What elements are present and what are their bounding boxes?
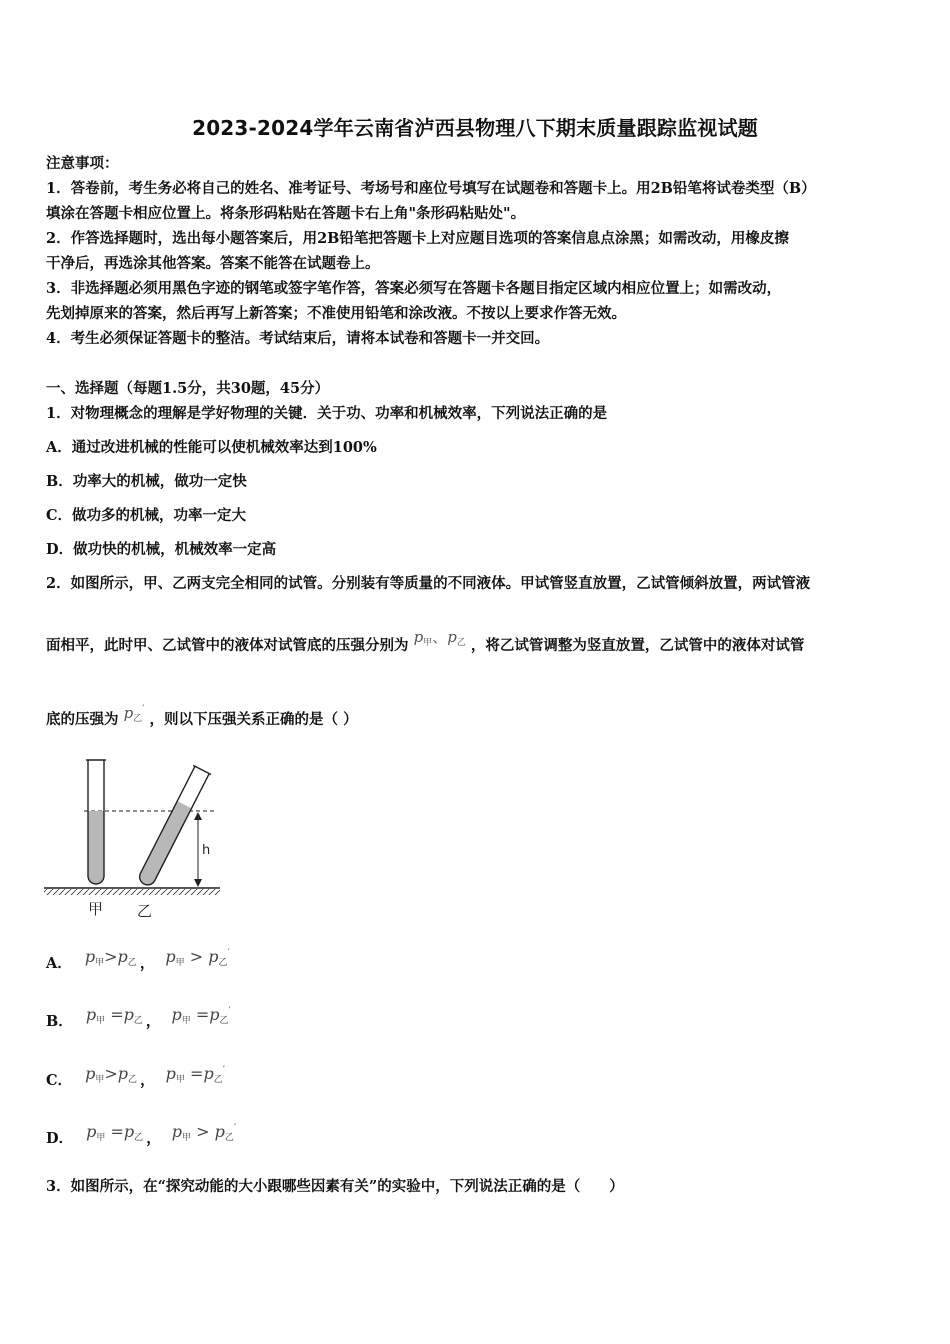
section-heading: 一、选择题（每题1.5分，共30题，45分）	[46, 380, 330, 397]
notice-line: 干净后，再选涂其他答案。答案不能答在试题卷上。	[46, 255, 380, 272]
question-2-option-b: B． $p_甲 =p_乙$ ， $p_甲 =p_乙'$	[46, 1005, 231, 1030]
test-tube-figure	[40, 752, 230, 922]
formula-p-yi-prime: $p_乙'$	[123, 704, 145, 724]
ground-hatch	[44, 889, 220, 895]
question-2-option-d: D． $p_甲 =p_乙$ ， $p_甲 > p_乙'$	[46, 1122, 237, 1147]
question-2-stem-line1: 2．如图所示，甲、乙两支完全相同的试管。分别装有等质量的不同液体。甲试管竖直放置，乙试管倾斜放置，两试管液	[46, 575, 811, 592]
height-arrow-head-top	[194, 812, 202, 820]
question-1-stem: 1．对物理概念的理解是学好物理的关键．关于功、功率和机械效率，下列说法正确的是	[46, 405, 608, 422]
height-arrow-head-bottom	[194, 879, 202, 887]
question-1-option-b: B．功率大的机械，做功一定快	[46, 473, 247, 490]
question-2-stem-line2: 面相平，此时甲、乙试管中的液体对试管底的压强分别为 $p_甲$、$p_乙$ ，将乙试管调整为竖直放置，乙试管中的液体对试管	[46, 628, 805, 654]
notice-line: 3．非选择题必须用黑色字迹的钢笔或签字笔作答，答案必须写在答题卡各题目指定区域内相应位置上；如需改动，	[46, 280, 782, 297]
tube-yi-rim	[193, 765, 211, 774]
notice-line: 2．作答选择题时，选出每小题答案后，用2B铅笔把答题卡上对应题目选项的答案信息点涂黑；如需改动，用橡皮擦	[46, 230, 789, 247]
notice-heading: 注意事项：	[46, 155, 119, 172]
question-1-option-c: C．做功多的机械，功率一定大	[46, 507, 247, 524]
question-1-option-a: A．通过改进机械的性能可以使机械效率达到100%	[46, 439, 377, 456]
label-h: h	[202, 843, 211, 858]
notice-line: 填涂在答题卡相应位置上。将条形码粘贴在答题卡右上角"条形码粘贴处"。	[46, 205, 526, 222]
question-2-option-a: A． $p_甲>p_乙$ ， $p_甲 > p_乙'$	[46, 947, 230, 972]
label-yi: 乙	[137, 902, 153, 920]
label-jia: 甲	[88, 900, 104, 918]
tube-yi-liquid	[137, 801, 192, 888]
notice-line: 先划掉原来的答案，然后再写上新答案；不准使用铅笔和涂改液。不按以上要求作答无效。	[46, 305, 626, 322]
question-1-option-d: D．做功快的机械，机械效率一定高	[46, 541, 277, 558]
notice-line: 1．答卷前，考生务必将自己的姓名、准考证号、考场号和座位号填写在试题卷和答题卡上。用2B铅笔将试卷类型（B）	[46, 180, 816, 197]
formula-p-jia-p-yi: $p_甲$、$p_乙$	[413, 628, 466, 648]
question-3-stem: 3．如图所示，在“探究动能的大小跟哪些因素有关”的实验中，下列说法正确的是（ ）	[46, 1178, 624, 1195]
question-2-option-c: C． $p_甲>p_乙$ ， $p_甲 =p_乙'$	[46, 1064, 225, 1089]
page-title: 2023-2024学年云南省泸西县物理八下期末质量跟踪监视试题	[192, 116, 758, 140]
notice-line: 4．考生必须保证答题卡的整洁。考试结束后，请将本试卷和答题卡一并交回。	[46, 330, 550, 347]
question-2-stem-line3: 底的压强为 $p_乙'$ ，则以下压强关系正确的是（ ）	[46, 704, 358, 728]
tube-jia-liquid	[88, 811, 104, 884]
